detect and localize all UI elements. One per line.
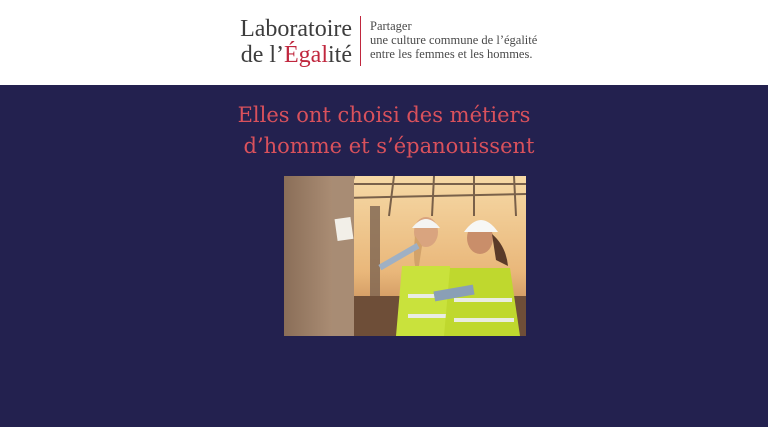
tagline bbox=[370, 19, 537, 61]
headline-line-2: d’homme et s’épanouissent bbox=[243, 134, 535, 158]
construction-workers-illustration bbox=[284, 176, 526, 336]
logo-divider bbox=[360, 16, 361, 66]
header-banner bbox=[0, 0, 768, 85]
logo-suffix: ité bbox=[328, 42, 352, 68]
logo-line-2 bbox=[240, 42, 352, 68]
tagline-line-2: une culture commune de l’égalité bbox=[370, 33, 538, 47]
logo-prefix: de l’ bbox=[240, 42, 285, 68]
logo-accent: Égal bbox=[284, 42, 328, 68]
tagline-line-1: Partager bbox=[370, 19, 412, 33]
article-photo bbox=[284, 176, 526, 336]
site-logo[interactable] bbox=[240, 16, 352, 68]
logo-line-1: Laboratoire bbox=[240, 16, 352, 42]
tagline-line-3: entre les femmes et les hommes. bbox=[370, 47, 533, 61]
headline-line-1: Elles ont choisi des métiers bbox=[237, 103, 531, 127]
